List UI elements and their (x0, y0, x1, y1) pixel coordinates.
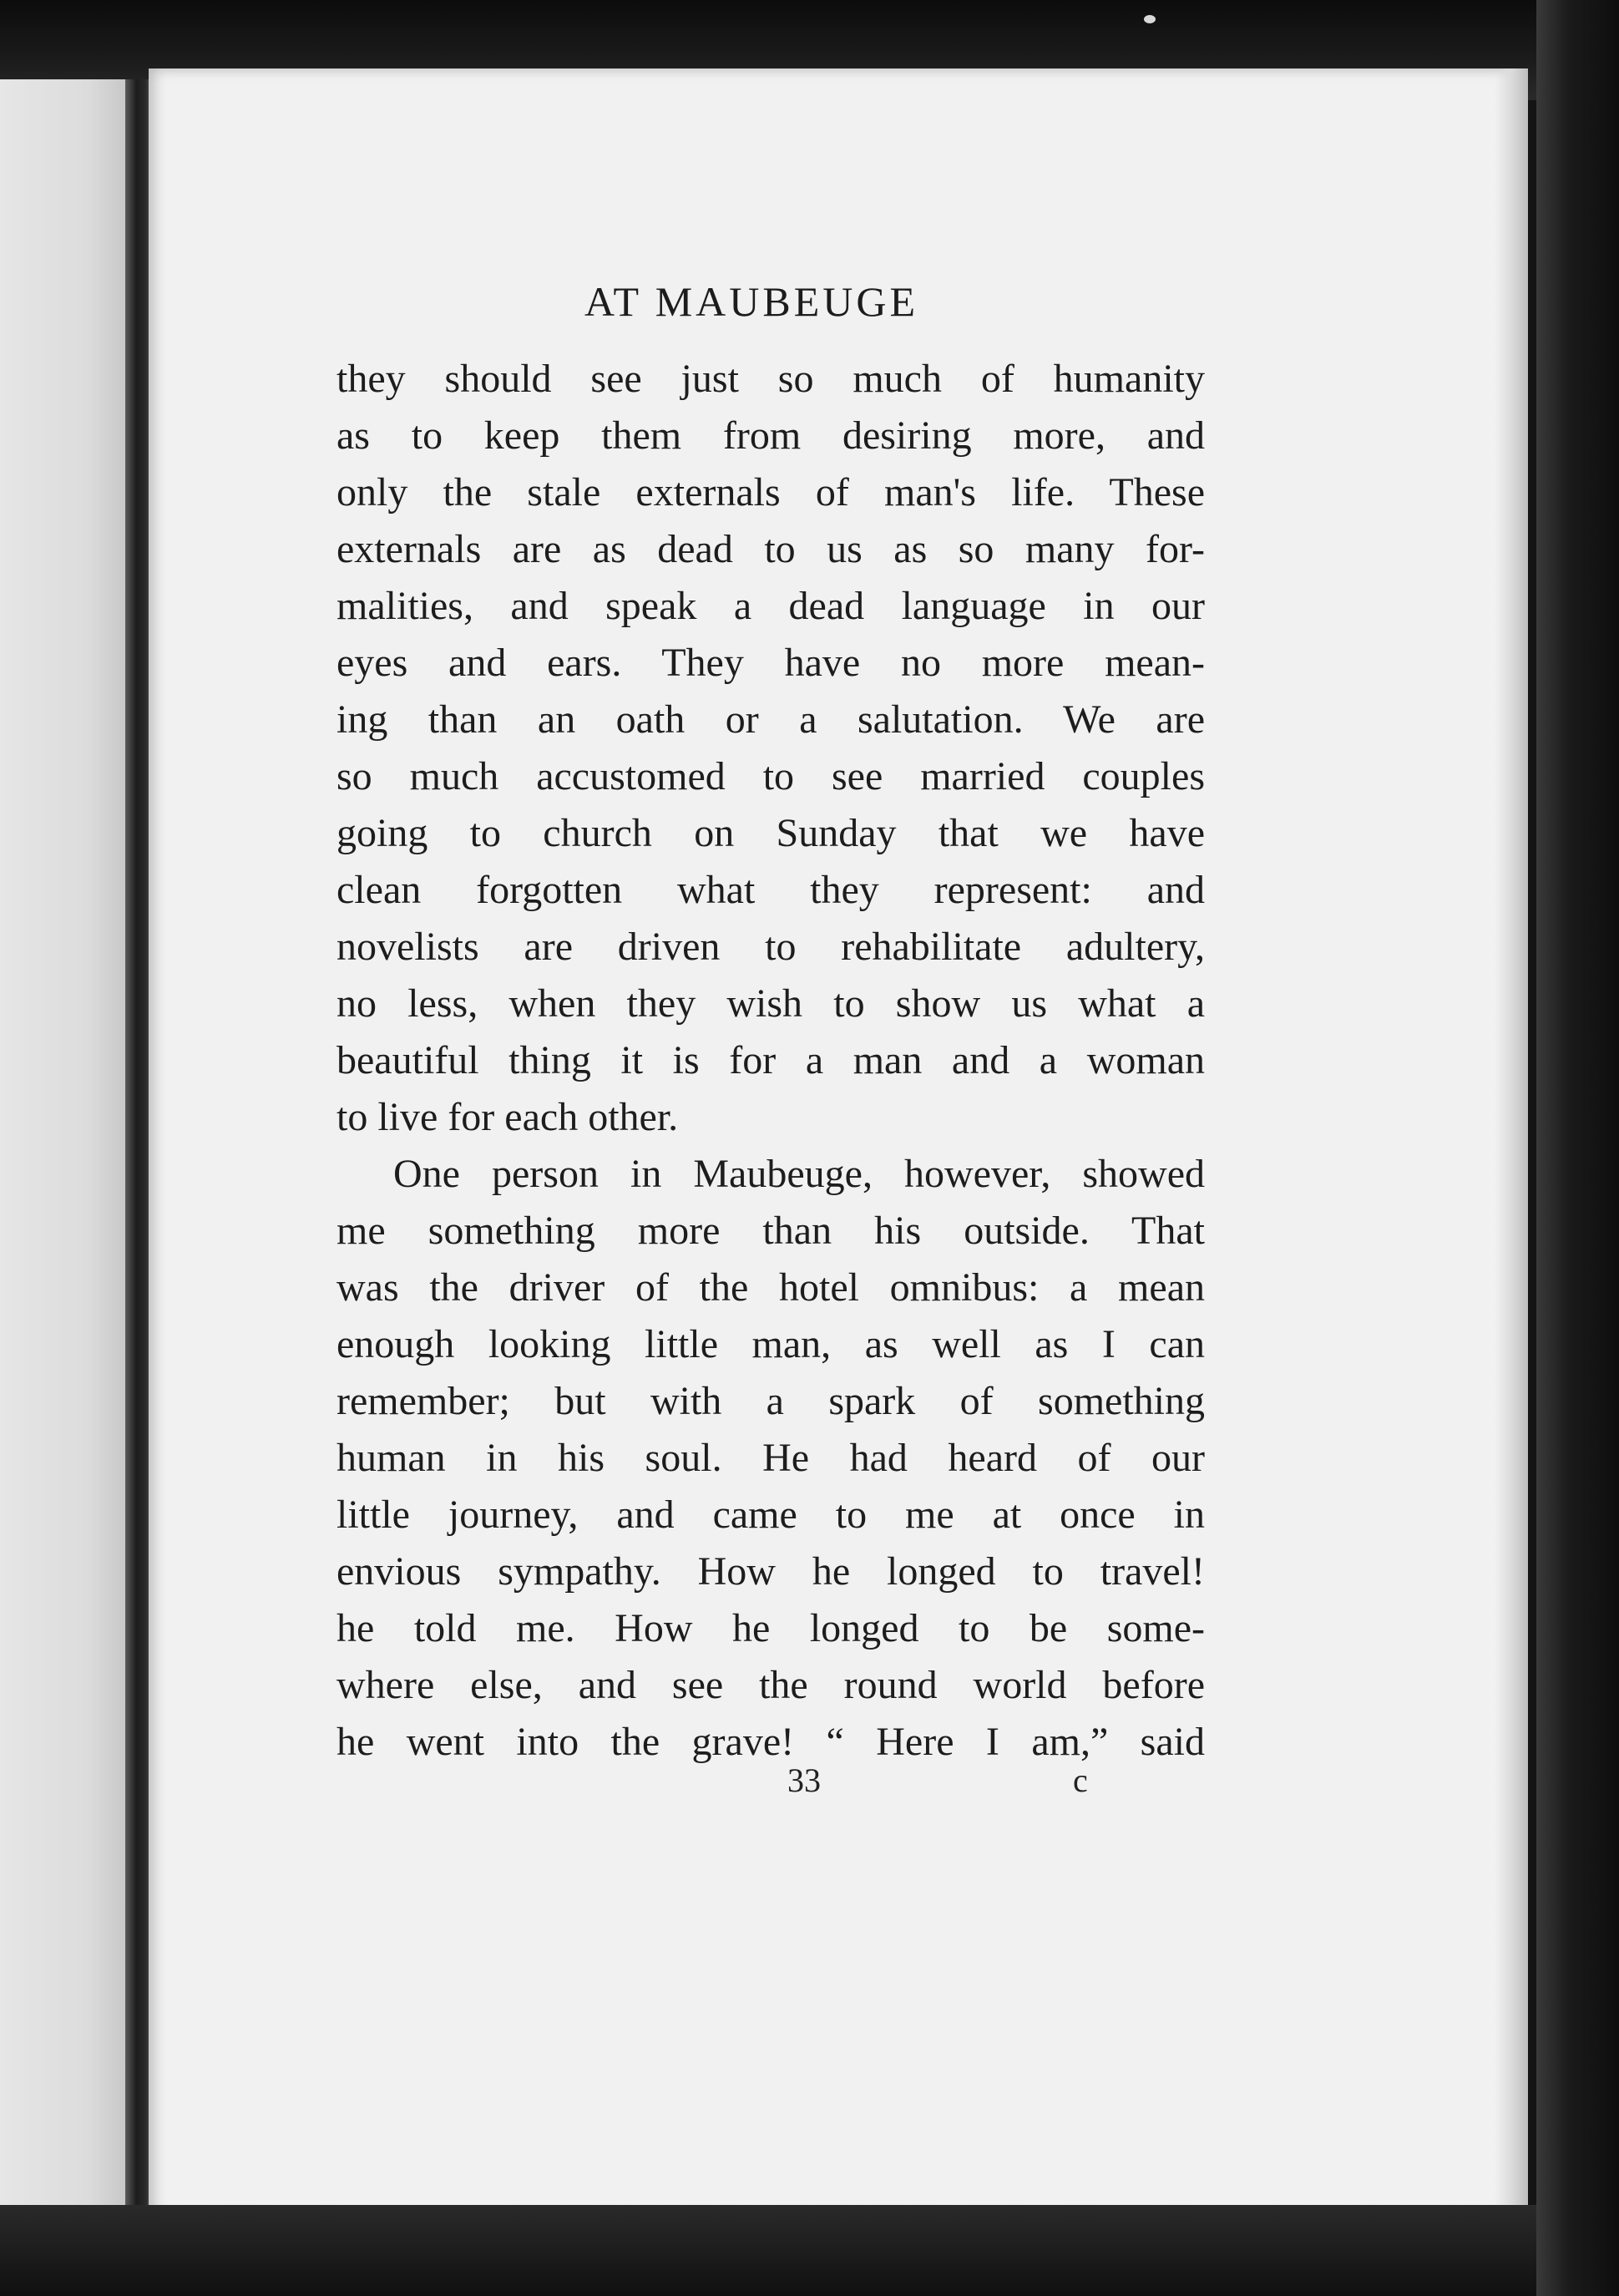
text-line: externals are as dead to us as so many for- (336, 527, 1205, 571)
text-line: malities, and speak a dead language in our (336, 584, 1205, 628)
text-line: as to keep them from desiring more, and (336, 413, 1205, 458)
text-line: was the driver of the hotel omnibus: a mean (336, 1265, 1205, 1310)
text-line: where else, and see the round world before (336, 1663, 1205, 1707)
paragraph-end-line: to live for each other. (336, 1095, 679, 1139)
text-line: ing than an oath or a salutation. We are (336, 697, 1205, 742)
text-line: remember; but with a spark of something (336, 1379, 1205, 1423)
film-speck (1144, 15, 1156, 23)
text-line: little journey, and came to me at once in (336, 1493, 1205, 1537)
text-line: no less, when they wish to show us what a (336, 981, 1205, 1026)
text-line: they should see just so much of humanity (336, 357, 1205, 401)
text-line: enough looking little man, as well as I can (336, 1322, 1205, 1366)
text-line: so much accustomed to see married couples (336, 754, 1205, 798)
paragraph-first-line: One person in Maubeuge, however, showed (393, 1152, 1205, 1196)
text-line: human in his soul. He had heard of our (336, 1436, 1205, 1480)
text-line: eyes and ears. They have no more mean- (336, 641, 1205, 685)
text-line: beautiful thing it is for a man and a woman (336, 1038, 1205, 1082)
text-line: novelists are driven to rehabilitate adultery, (336, 925, 1205, 969)
text-line: me something more than his outside. That (336, 1209, 1205, 1253)
text-line: he told me. How he longed to be some- (336, 1606, 1205, 1650)
film-border-right (1536, 0, 1619, 2296)
film-border-bottom (0, 2205, 1619, 2296)
text-line: going to church on Sunday that we have (336, 811, 1205, 855)
text-line: only the stale externals of man's life. These (336, 470, 1205, 514)
text-line: he went into the grave! “ Here I am,” said (336, 1720, 1205, 1764)
body-text (336, 351, 1205, 1771)
facing-page-edge (0, 79, 125, 2226)
running-head: AT MAUBEUGE (584, 278, 919, 325)
signature-mark: c (1073, 1761, 1088, 1799)
text-line: clean forgotten what they represent: and (336, 868, 1205, 912)
text-line: envious sympathy. How he longed to travel! (336, 1549, 1205, 1594)
page-number: 33 (787, 1761, 821, 1799)
page-fore-edge (1495, 68, 1528, 2220)
